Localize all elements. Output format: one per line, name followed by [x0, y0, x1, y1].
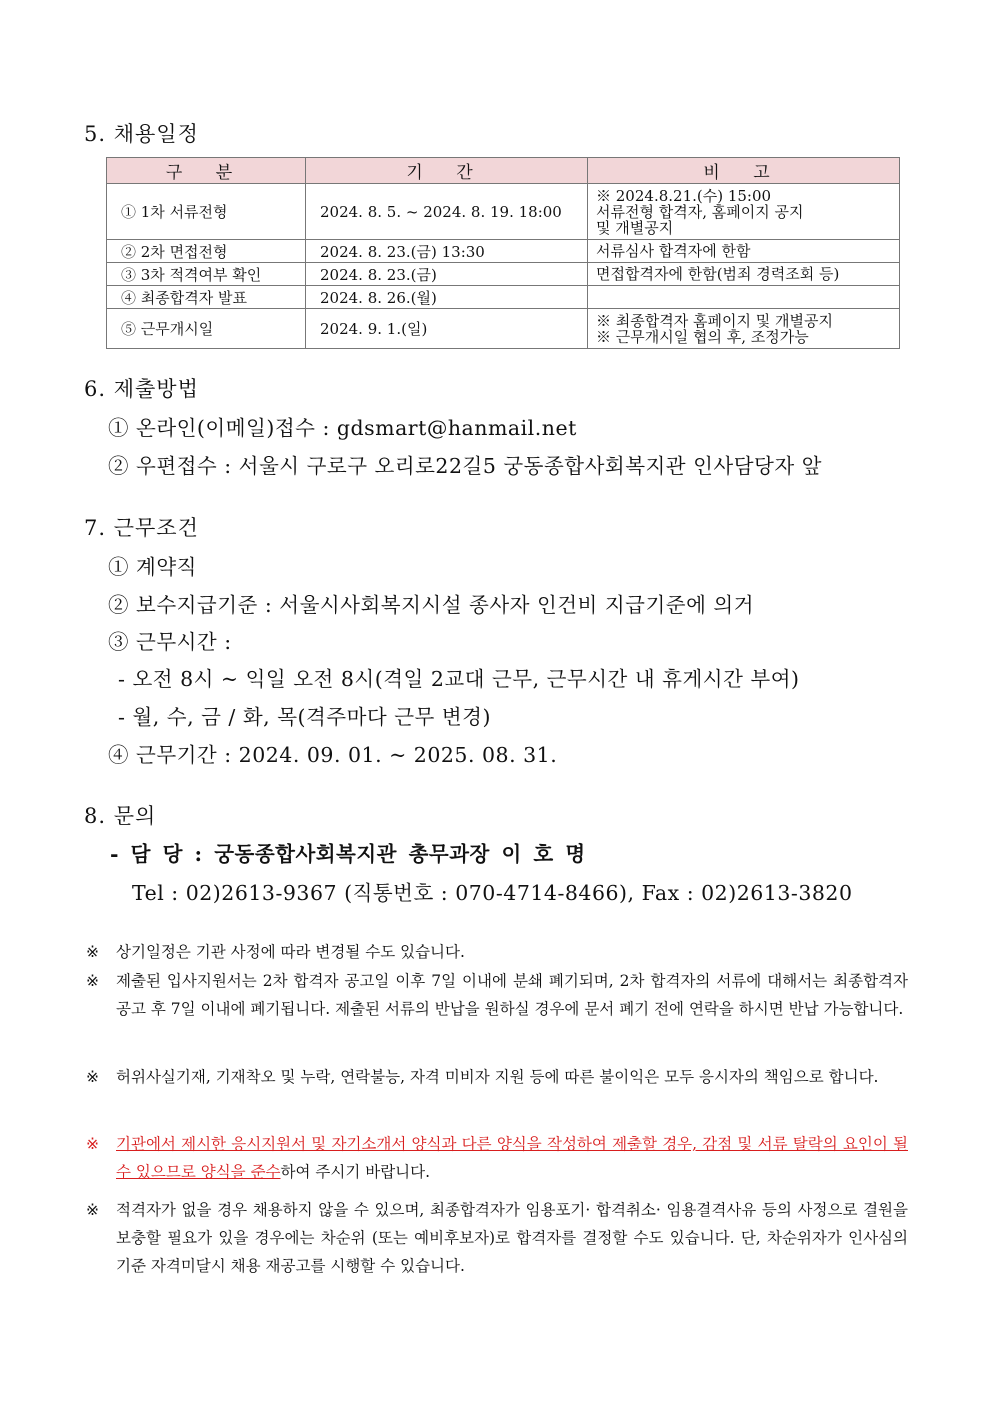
remarks-cell	[588, 286, 900, 309]
note-mark: ※	[86, 1201, 99, 1219]
condition-item: ② 보수지급기준 : 서울시사회복지시설 종사자 인건비 지급기준에 의거	[108, 593, 755, 617]
note-document-disposal	[86, 967, 908, 1023]
submission-mail: ② 우편접수 : 서울시 구로구 오리로22길5 궁동종합사회복지관 인사담당자 앞	[108, 454, 822, 478]
remarks-cell	[588, 184, 900, 240]
note-text: 적격자가 없을 경우 채용하지 않을 수 있으며, 최종합격자가 임용포기· 합격취소· 임용결격사유 등의 사정으로 결원을 보충할 필요가 있을 경우에는 차순위 (또는 예비후보자)로 합격자를 결정할 수도 있습니다. 단, 차순위자가 인사심의 기준 자격미달시 채용 재공고를 시행할 수 있습니다.	[116, 1201, 908, 1275]
table-row	[107, 263, 900, 286]
section-6-title: 6. 제출방법	[84, 377, 199, 401]
remarks-cell: 서류심사 합격자에 한함	[588, 240, 900, 263]
note-mark: ※	[86, 1135, 99, 1153]
table-row	[107, 240, 900, 263]
note-mark: ※	[86, 972, 99, 990]
contact-person: - 담 당 : 궁동종합사회복지관 총무과장 이 호 명	[110, 842, 586, 866]
note-false-info	[86, 1063, 908, 1091]
period-cell: 2024. 8. 5. ~ 2024. 8. 19. 18:00	[306, 184, 588, 240]
condition-item: ① 계약직	[108, 555, 197, 579]
condition-subitem: - 월, 수, 금 / 화, 목(격주마다 근무 변경)	[118, 705, 491, 729]
section-8-title: 8. 문의	[84, 804, 157, 828]
note-warning-rest: 하여 주시기 바랍니다.	[280, 1163, 431, 1181]
condition-item: ③ 근무시간 :	[108, 630, 232, 654]
schedule-table	[106, 157, 900, 349]
table-row	[107, 184, 900, 240]
condition-item: ④ 근무기간 : 2024. 09. 01. ~ 2025. 08. 31.	[108, 743, 558, 767]
note-mark: ※	[86, 943, 99, 961]
stage-cell: ② 2차 면접전형	[107, 240, 306, 263]
table-row	[107, 309, 900, 349]
stage-cell: ④ 최종합격자 발표	[107, 286, 306, 309]
condition-subitem: - 오전 8시 ~ 익일 오전 8시(격일 2교대 근무, 근무시간 내 휴게시간 부여)	[118, 667, 800, 691]
note-text	[86, 1130, 908, 1186]
contact-phone: Tel : 02)2613-9367 (직통번호 : 070-4714-8466), Fax : 02)2613-3820	[132, 881, 853, 905]
period-cell: 2024. 8. 26.(월)	[306, 286, 588, 309]
remarks-cell: 면접합격자에 한함(범죄 경력조회 등)	[588, 263, 900, 286]
section-7-title: 7. 근무조건	[84, 516, 199, 540]
note-text: 제출된 입사지원서는 2차 합격자 공고일 이후 7일 이내에 분쇄 폐기되며, 2차 합격자의 서류에 대해서는 최종합격자 공고 후 7일 이내에 폐기됩니다. 제출된 서류의 반납을 원하실 경우에 문서 폐기 전에 연락을 하시면 반납 가능합니다.	[116, 972, 908, 1018]
period-cell: 2024. 8. 23.(금) 13:30	[306, 240, 588, 263]
submission-email: ① 온라인(이메일)접수 : gdsmart@hanmail.net	[108, 416, 577, 440]
remarks-cell	[588, 309, 900, 349]
table-row	[107, 286, 900, 309]
stage-cell: ③ 3차 적격여부 확인	[107, 263, 306, 286]
note-text: 허위사실기재, 기재착오 및 누락, 연락불능, 자격 미비자 지원 등에 따른 불이익은 모두 응시자의 책임으로 합니다.	[116, 1068, 879, 1086]
stage-cell: ① 1차 서류전형	[107, 184, 306, 240]
remark-line: ※ 최종합격자 홈페이지 및 개별공지	[596, 311, 833, 330]
remark-line: 서류전형 합격자, 홈페이지 공지	[596, 202, 804, 221]
remark-line: ※ 근무개시일 협의 후, 조정가능	[596, 327, 809, 346]
note-warning-text: 기관에서 제시한 응시지원서 및 자기소개서 양식과 다른 양식을 작성하여 제출할 경우, 감점 및 서류 탈락의 요인이 될 수 있으므로 양식을 준수	[116, 1135, 908, 1181]
period-cell: 2024. 9. 1.(일)	[306, 309, 588, 349]
remark-line: ※ 2024.8.21.(수) 15:00	[596, 186, 772, 205]
remark-line: 및 개별공지	[596, 218, 674, 237]
note-text: 상기일정은 기관 사정에 따라 변경될 수도 있습니다.	[116, 943, 465, 961]
section-5-title: 5. 채용일정	[84, 122, 199, 146]
header-category: 구 분	[107, 158, 306, 184]
schedule-header-row	[107, 158, 900, 184]
note-no-qualified	[86, 1196, 908, 1280]
note-schedule-change	[86, 938, 908, 966]
period-cell: 2024. 8. 23.(금)	[306, 263, 588, 286]
note-form-requirement	[86, 1130, 908, 1186]
header-remarks: 비 고	[588, 158, 900, 184]
header-period: 기 간	[306, 158, 588, 184]
note-mark: ※	[86, 1068, 99, 1086]
stage-cell: ⑤ 근무개시일	[107, 309, 306, 349]
